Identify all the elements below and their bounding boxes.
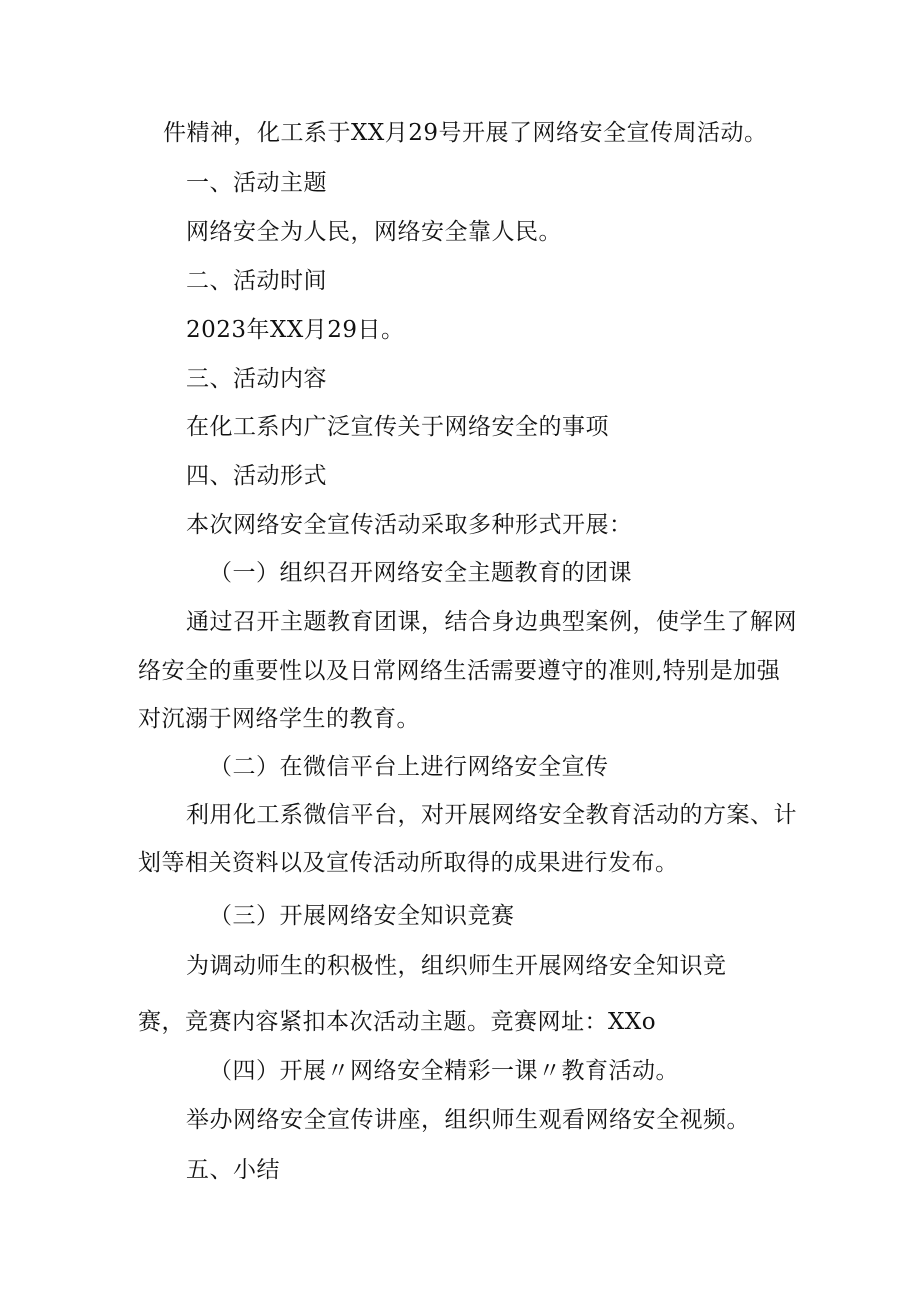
section-heading-theme: 一、活动主题 <box>186 170 327 196</box>
body-text-line: 赛，竞赛内容紧扣本次活动主题。竞赛网址：XXo <box>138 1009 657 1035</box>
subsection-heading-3: （三）开展网络安全知识竞赛 <box>209 903 515 929</box>
body-text-line: 举办网络安全宣传讲座，组织师生观看网络安全视频。 <box>186 1107 750 1133</box>
body-text-line: 对沉溺于网络学生的教育。 <box>138 706 420 732</box>
subsection-heading-1: （一）组织召开网络安全主题教育的团课 <box>209 560 632 586</box>
body-text-line: 网络安全为人民，网络安全靠人民。 <box>186 219 562 245</box>
body-text-line: 件精神，化工系于XX月29号开展了网络安全宣传周活动。 <box>163 120 768 146</box>
body-text-line: 划等相关资料以及宣传活动所取得的成果进行发布。 <box>138 850 679 876</box>
body-text-line: 络安全的重要性以及日常网络生活需要遵守的准则,特别是加强 <box>138 658 781 684</box>
body-text-line: 2023年XX月29日。 <box>186 317 405 343</box>
subsection-heading-4: （四）开展〃网络安全精彩一课〃教育活动。 <box>209 1058 679 1084</box>
body-text-line: 本次网络安全宣传活动采取多种形式开展： <box>186 512 633 538</box>
body-text-line: 为调动师生的积极性，组织师生开展网络安全知识竞 <box>186 953 727 979</box>
body-text-line: 利用化工系微信平台，对开展网络安全教育活动的方案、计 <box>186 802 797 828</box>
section-heading-time: 二、活动时间 <box>186 268 327 294</box>
section-heading-content: 三、活动内容 <box>186 366 327 392</box>
body-text-line: 通过召开主题教育团课，结合身边典型案例，使学生了解网 <box>186 609 797 635</box>
subsection-heading-2: （二）在微信平台上进行网络安全宣传 <box>209 754 609 780</box>
body-text-line: 在化工系内广泛宣传关于网络安全的事项 <box>186 414 609 440</box>
section-heading-summary: 五、小结 <box>186 1157 280 1183</box>
section-heading-format: 四、活动形式 <box>186 463 327 489</box>
